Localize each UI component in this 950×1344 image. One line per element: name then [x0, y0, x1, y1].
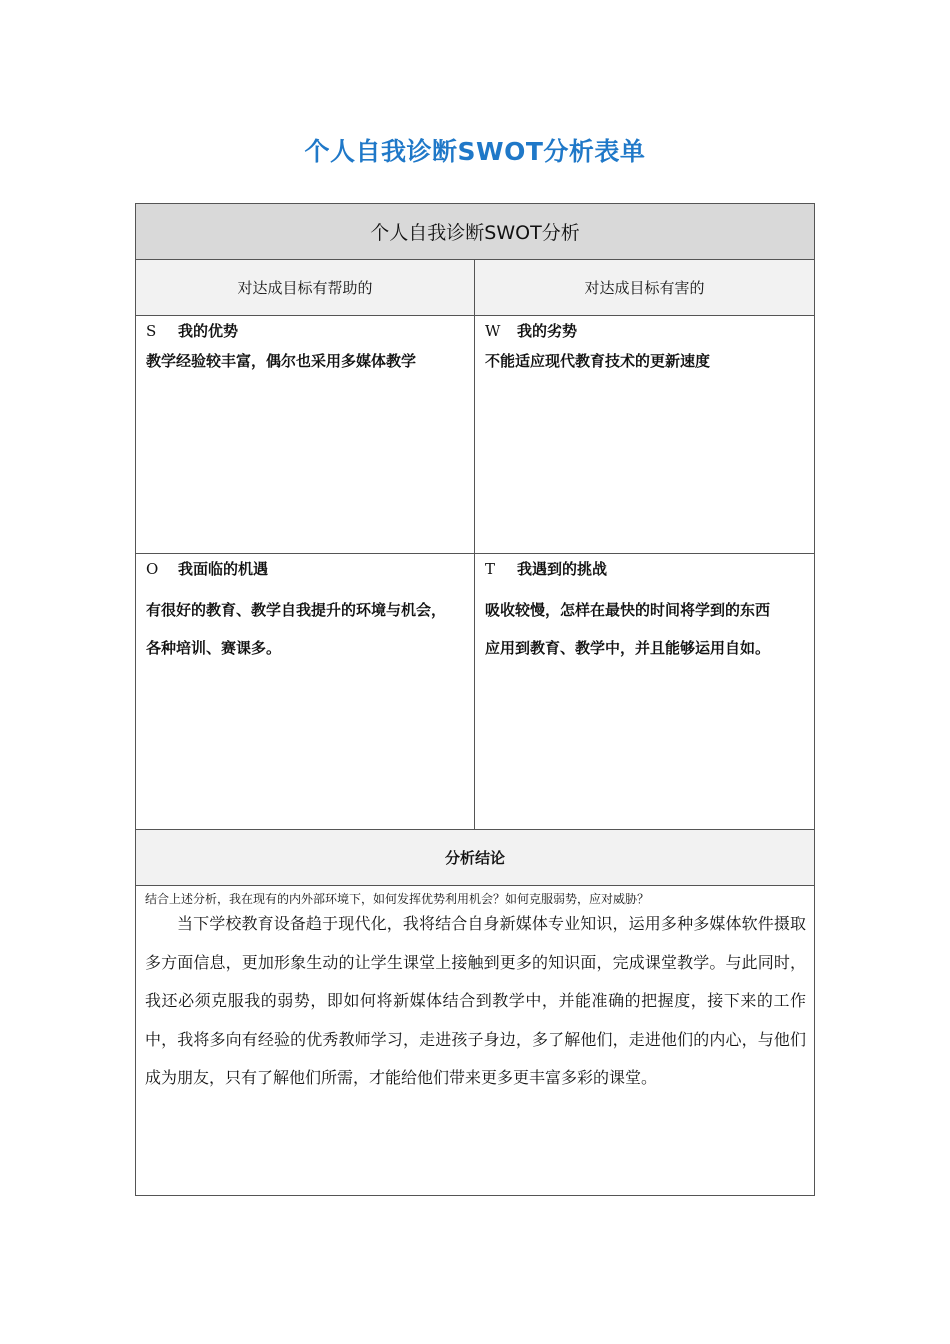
weaknesses-cell [475, 316, 814, 554]
strengths-text: 教学经验较丰富，偶尔也采用多媒体教学 [146, 352, 417, 370]
threats-label: 我遇到的挑战 [517, 560, 608, 578]
strengths-label: 我的优势 [178, 322, 239, 340]
threats-cell [475, 554, 814, 830]
opportunities-text: 有很好的教育、教学自我提升的环境与机会， 各种培训、赛课多。 [146, 601, 447, 657]
threats-letter: T [485, 560, 496, 578]
helpful-column-header: 对达成目标有帮助的 [136, 260, 475, 316]
weaknesses-text: 不能适应现代教育技术的更新速度 [485, 352, 711, 370]
swot-table [135, 203, 815, 1196]
strengths-cell [136, 316, 475, 554]
harmful-column-header: 对达成目标有害的 [475, 260, 814, 316]
table-header: 个人自我诊断SWOT分析 [136, 204, 814, 260]
weaknesses-letter: W [485, 322, 501, 340]
conclusion-body: 当下学校教育设备趋于现代化，我将结合自身新媒体专业知识，运用多种多媒体软件摄取多方面信息，更加形象生动的让学生课堂上接触到更多的知识面，完成课堂教学。与此同时，我还必须克服我的弱势，即如何将新媒体结合到教学中，并能准确的把握度，接下来的工作中，我将多向有经验的优秀教师学习，走进孩子身边，多了解他们，走进他们的内心，与他们成为朋友，只有了解他们所需，才能给他们带来更多更丰富多彩的课堂。 [145, 914, 806, 1087]
strengths-letter: S [146, 322, 157, 340]
conclusion-header: 分析结论 [136, 830, 814, 886]
conclusion-prompt: 结合上述分析，我在现有的内外部环境下，如何发挥优势利用机会？如何克服弱势，应对威胁？ [145, 892, 650, 906]
weaknesses-label: 我的劣势 [517, 322, 578, 340]
conclusion-cell [136, 886, 814, 1195]
page-title: 个人自我诊断SWOT分析表单 [304, 137, 646, 166]
opportunities-label: 我面临的机遇 [178, 560, 269, 578]
threats-text: 吸收较慢，怎样在最快的时间将学到的东西 应用到教育、教学中，并且能够运用自如。 [485, 601, 771, 657]
opportunities-cell [136, 554, 475, 830]
opportunities-letter: O [146, 560, 159, 578]
